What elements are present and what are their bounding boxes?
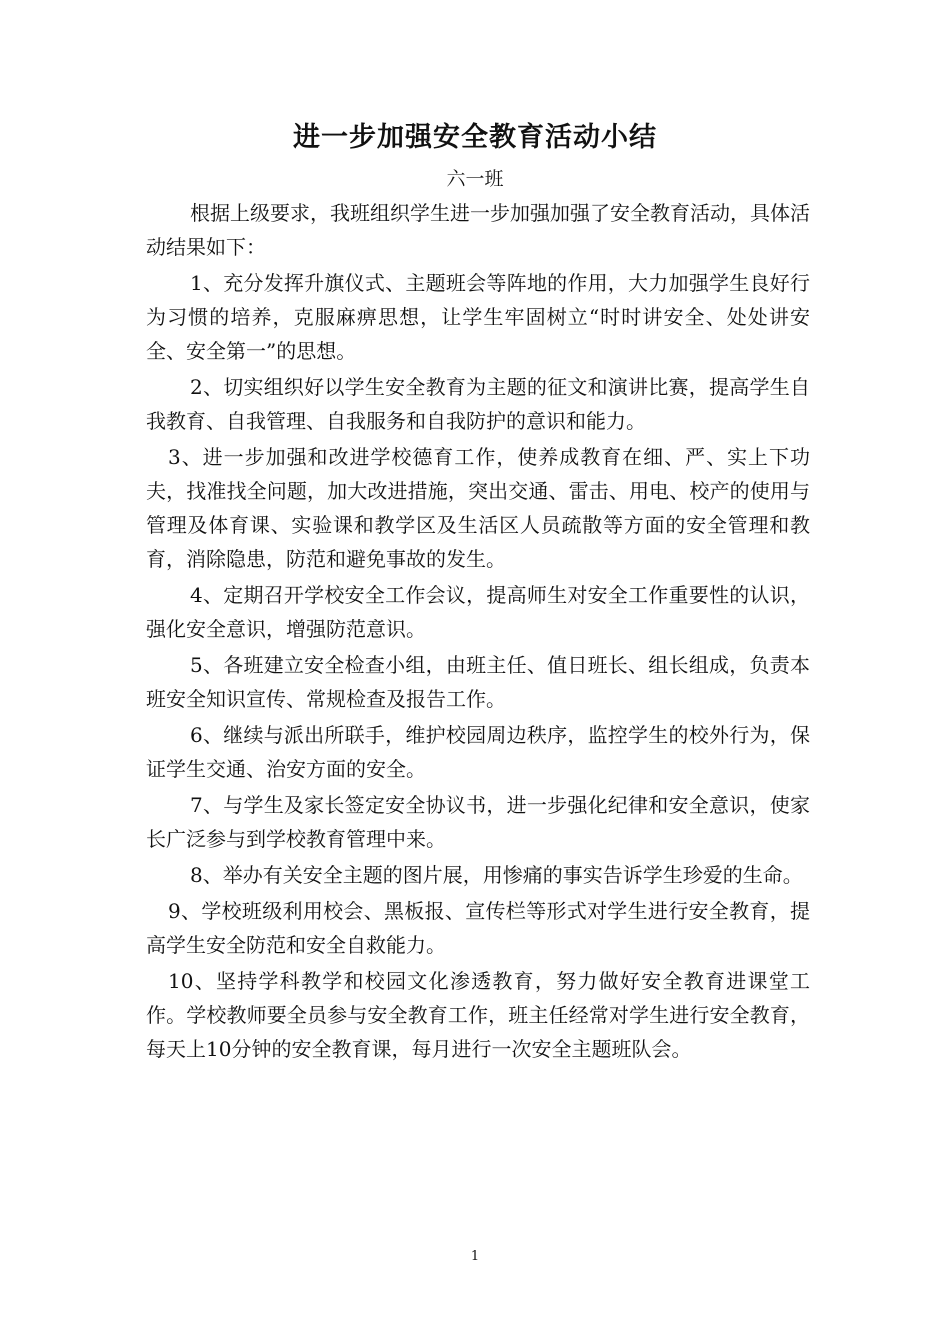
- item-paragraph-2: 2、切实组织好以学生安全教育为主题的征文和演讲比赛，提高学生自我教育、自我管理、自我服务和自我防护的意识和能力。: [146, 375, 810, 433]
- item-paragraph-6: 6、继续与派出所联手，维护校园周边秩序，监控学生的校外行为，保证学生交通、治安方面的安全。: [146, 723, 810, 781]
- page-number: 1: [470, 1249, 480, 1264]
- intro-paragraph: 根据上级要求，我班组织学生进一步加强加强了安全教育活动，具体活动结果如下：: [146, 201, 810, 259]
- item-paragraph-4: 4、定期召开学校安全工作会议，提高师生对安全工作重要性的认识，强化安全意识，增强防范意识。: [146, 583, 810, 641]
- item-paragraph-3: 3、进一步加强和改进学校德育工作，使养成教育在细、严、实上下功夫，找准找全问题，加大改进措施，突出交通、雷击、用电、校产的使用与管理及体育课、实验课和教学区及生活区人员疏散等方面的安全管理和教育，消除隐患，防范和避免事故的发生。: [146, 445, 810, 571]
- document-subtitle: 六一班: [446, 168, 504, 190]
- item-paragraph-8: 8、举办有关安全主题的图片展，用惨痛的事实告诉学生珍爱的生命。: [190, 863, 803, 887]
- item-paragraph-5: 5、各班建立安全检查小组，由班主任、值日班长、组长组成，负责本班安全知识宣传、常规检查及报告工作。: [146, 653, 810, 711]
- item-paragraph-1: 1、充分发挥升旗仪式、主题班会等阵地的作用，大力加强学生良好行为习惯的培养，克服麻痹思想，让学生牢固树立“时时讲安全、处处讲安全、安全第一”的思想。: [146, 271, 810, 363]
- document-title: 进一步加强安全教育活动小结: [293, 122, 657, 153]
- item-paragraph-9: 9、学校班级利用校会、黑板报、宣传栏等形式对学生进行安全教育，提高学生安全防范和安全自救能力。: [146, 899, 810, 957]
- item-paragraph-10: 10、坚持学科教学和校园文化渗透教育，努力做好安全教育进课堂工作。学校教师要全员参与安全教育工作，班主任经常对学生进行安全教育，每天上10分钟的安全教育课，每月进行一次安全主题班队会。: [146, 969, 810, 1061]
- item-paragraph-7: 7、与学生及家长签定安全协议书，进一步强化纪律和安全意识，使家长广泛参与到学校教育管理中来。: [146, 793, 810, 851]
- document-body: [146, 196, 810, 1068]
